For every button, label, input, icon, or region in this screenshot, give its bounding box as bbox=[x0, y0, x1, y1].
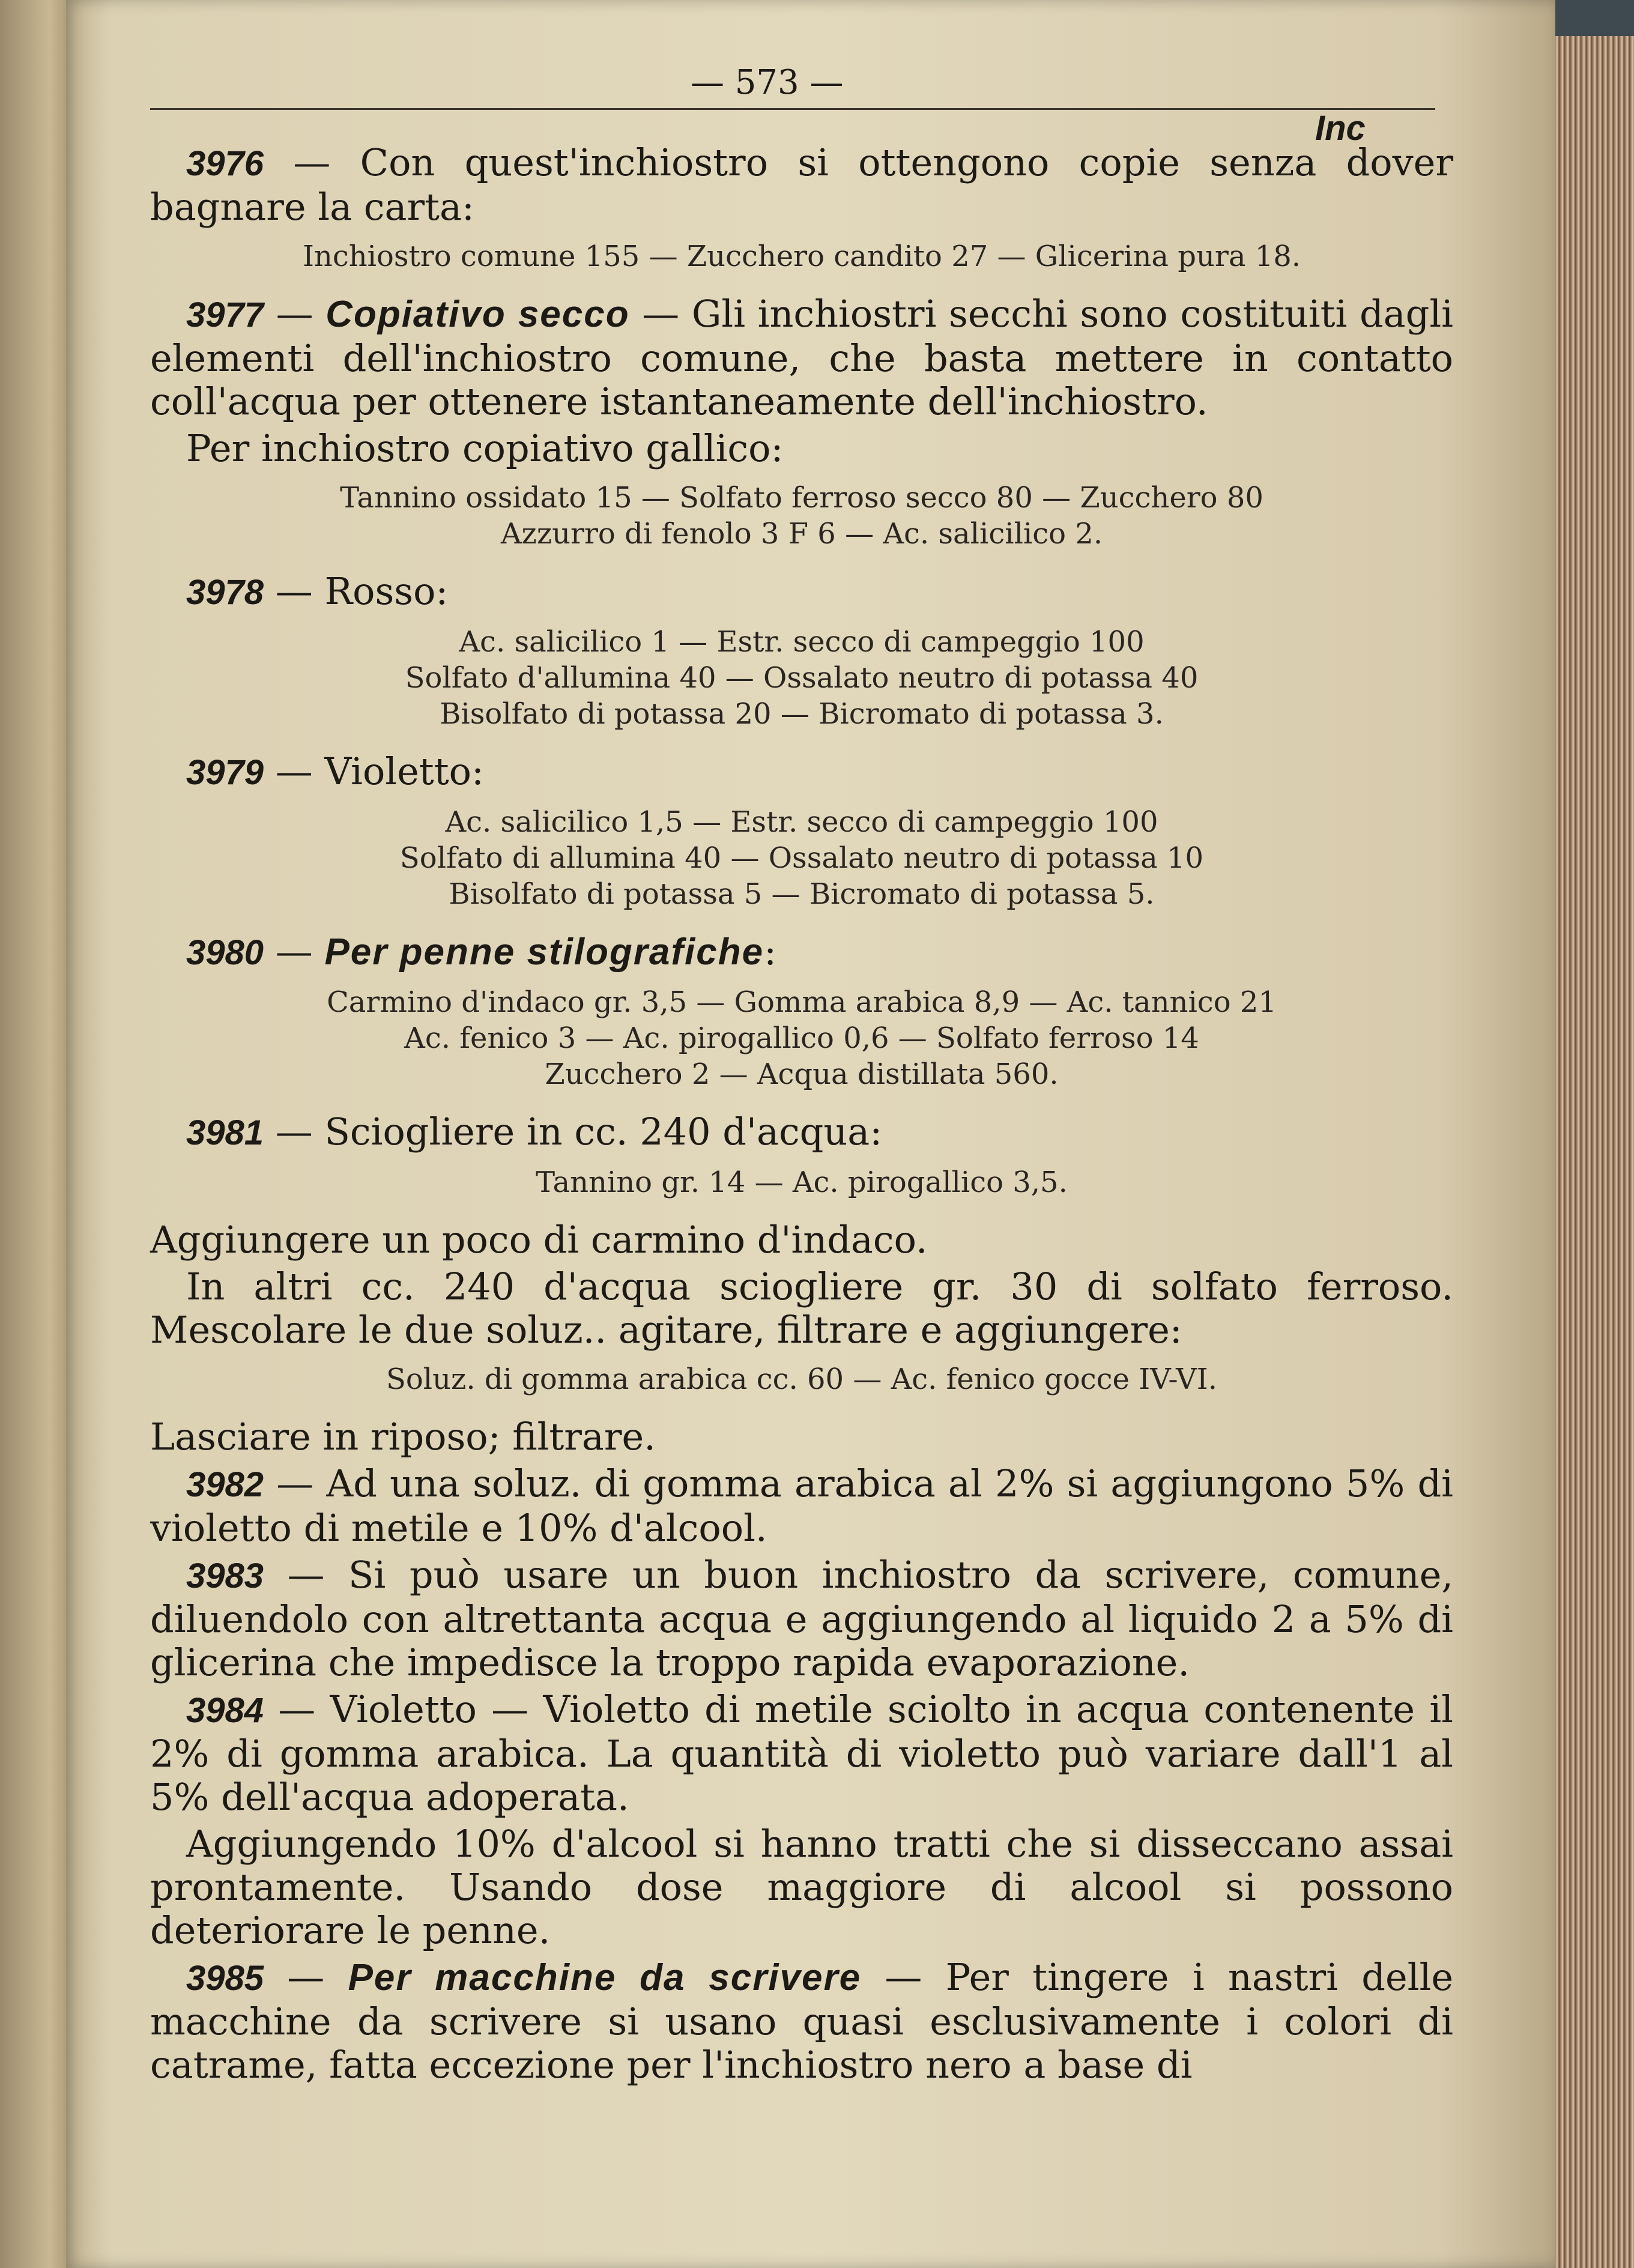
entry-number: 3985 bbox=[186, 1959, 264, 1998]
entry-number: 3980 bbox=[186, 933, 264, 972]
entry-text: — Si può usare un buon inchiostro da scrivere, comune, diluendolo con altrettanta acqua e aggiungendo al liquido 2 a 5% di glicerina che impedisce la troppo rapida evaporazione. bbox=[150, 1553, 1453, 1684]
entry-3976 bbox=[150, 141, 1453, 229]
entry-3981 bbox=[150, 1110, 1453, 1155]
entry-3982 bbox=[150, 1462, 1453, 1550]
header-rule bbox=[150, 108, 1435, 110]
entry-text: — Sciogliere in cc. 240 d'acqua: bbox=[264, 1110, 883, 1154]
entry-3984 bbox=[150, 1688, 1453, 1819]
entry-number: 3976 bbox=[186, 144, 264, 183]
formula-line: Tannino gr. 14 — Ac. pirogallico 3,5. bbox=[536, 1166, 1068, 1199]
entry-text: — Violetto — Violetto di metile sciolto in acqua contenente il 2% di gomma arabica. La quantità di violetto può variare dall'1 al 5% dell'acqua adoperata. bbox=[150, 1687, 1453, 1819]
formula-line: Ac. fenico 3 — Ac. pirogallico 0,6 — Solfato ferroso 14 bbox=[404, 1021, 1199, 1055]
formula bbox=[150, 238, 1453, 274]
formula-line: Solfato d'allumina 40 — Ossalato neutro di potassa 40 bbox=[405, 661, 1199, 695]
formula-line: Soluz. di gomma arabica cc. 60 — Ac. fenico gocce IV-VI. bbox=[386, 1362, 1218, 1396]
paragraph: Lasciare in riposo; filtrare. bbox=[150, 1415, 656, 1459]
entry-3983 bbox=[150, 1553, 1453, 1684]
entry-title: Per macchine da scrivere bbox=[348, 1957, 862, 1998]
paragraph: Aggiungendo 10% d'alcool si hanno tratti che si disseccano assai prontamente. Usando dose maggiore di alcool si possono deteriorare le penne. bbox=[150, 1822, 1453, 1952]
entry-number: 3983 bbox=[186, 1556, 264, 1595]
entry-3978 bbox=[150, 570, 1453, 614]
entry-number: 3982 bbox=[186, 1465, 264, 1504]
entry-text: — Per tingere i nastri delle macchine da scrivere si usano quasi esclusivamente i colori di catrame, fatta eccezione per l'inchiostro nero a base di bbox=[150, 1955, 1454, 2087]
entry-text: — Ad una soluz. di gomma arabica al 2% si aggiungono 5% di violetto di metile e 10% d'alcool. bbox=[150, 1462, 1453, 1550]
entry-text: : bbox=[764, 930, 776, 973]
entry-text: — Con quest'inchiostro si ottengono copie senza dover bagnare la carta: bbox=[150, 141, 1453, 229]
formula-line: Ac. salicilico 1 — Estr. secco di campeggio 100 bbox=[459, 625, 1145, 659]
formula-line: Carmino d'indaco gr. 3,5 — Gomma arabica 8,9 — Ac. tannico 21 bbox=[327, 985, 1277, 1019]
entry-subtext: Per inchiostro copiativo gallico: bbox=[186, 426, 784, 470]
formula-line: Azzurro di fenolo 3 F 6 — Ac. salicilico 2. bbox=[500, 517, 1103, 551]
entry-text: — Rosso: bbox=[264, 569, 449, 613]
formula bbox=[150, 480, 1453, 552]
page-content bbox=[150, 141, 1453, 2090]
entry-text: — Gli inchiostri secchi sono costituiti dagli elementi dell'inchiostro comune, che basta mettere in contatto coll'acqua per ottenere istantaneamente dell'inchiostro. bbox=[150, 292, 1453, 423]
paragraph: In altri cc. 240 d'acqua sciogliere gr. 30 di solfato ferroso. Mescolare le due soluz.. agitare, filtrare e aggiungere: bbox=[150, 1265, 1453, 1352]
entry-3985: 3985 — Per macchine da scrivere — Per tingere i nastri delle macchine da scrivere si usano quasi esclusivamente i colori di catrame, fatta eccezione per l'inchiostro nero a base di bbox=[150, 1955, 1454, 2087]
formula-line: Tannino ossidato 15 — Solfato ferroso secco 80 — Zucchero 80 bbox=[340, 481, 1263, 515]
entry-text: — Violetto: bbox=[264, 749, 484, 793]
entry-number: 3978 bbox=[186, 573, 264, 612]
formula-line: Solfato di allumina 40 — Ossalato neutro di potassa 10 bbox=[399, 841, 1204, 875]
formula-line: Zucchero 2 — Acqua distillata 560. bbox=[545, 1057, 1059, 1091]
formula-line: Ac. salicilico 1,5 — Estr. secco di campeggio 100 bbox=[445, 805, 1158, 839]
entry-number: 3981 bbox=[186, 1113, 264, 1152]
entry-3980: 3980 — Per penne stilografiche: bbox=[186, 930, 776, 973]
formula bbox=[150, 804, 1453, 912]
entry-title: Per penne stilografiche bbox=[324, 931, 764, 973]
entry-3979 bbox=[150, 750, 1453, 794]
page-number: — 573 — bbox=[691, 63, 844, 102]
entry-number: 3984 bbox=[186, 1691, 264, 1730]
formula bbox=[150, 984, 1453, 1092]
paragraph: Aggiungere un poco di carmino d'indaco. bbox=[150, 1218, 928, 1262]
formula-line: Bisolfato di potassa 5 — Bicromato di potassa 5. bbox=[449, 877, 1155, 911]
entry-number: 3977 bbox=[186, 295, 264, 334]
book-page bbox=[66, 0, 1555, 2268]
formula bbox=[150, 624, 1453, 732]
entry-number: 3979 bbox=[186, 753, 264, 792]
formula bbox=[150, 1361, 1453, 1397]
entry-title: Copiativo secco bbox=[325, 294, 630, 335]
entry-3977: 3977 — Copiativo secco — Gli inchiostri secchi sono costituiti dagli elementi dell'inchiostro comune, che basta mettere in contatto coll'acqua per ottenere istantaneamente dell'inchiostro. bbox=[150, 292, 1453, 423]
formula-line: Bisolfato di potassa 20 — Bicromato di potassa 3. bbox=[440, 697, 1164, 731]
formula bbox=[150, 1164, 1453, 1200]
running-head: Inc bbox=[1315, 109, 1366, 148]
formula-line: Inchiostro comune 155 — Zucchero candito 27 — Glicerina pura 18. bbox=[302, 240, 1301, 273]
